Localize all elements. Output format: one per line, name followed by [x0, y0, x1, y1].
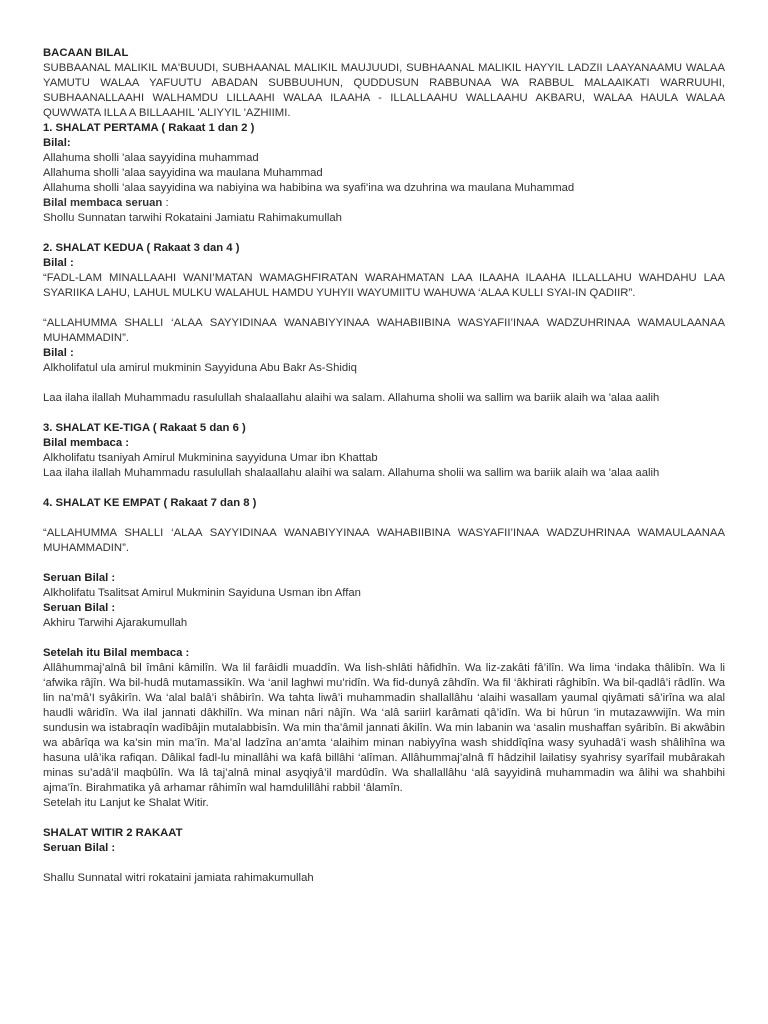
spacer — [43, 811, 725, 826]
spacer — [43, 301, 725, 316]
shalat-pertama-seruan-colon: : — [162, 197, 169, 209]
spacer — [43, 511, 725, 526]
shalat-pertama-line-3: Allahuma sholli 'alaa sayyidina wa nabiyina wa habibina wa syafi'ina wa dzuhrina wa maulana Muhammad — [43, 182, 575, 194]
shalat-kedua-heading: 2. SHALAT KEDUA ( Rakaat 3 dan 4 ) — [43, 242, 240, 254]
shalat-ketiga-para-2: Laa ilaha ilallah Muhammadu rasulullah shalaallahu alaihi wa salam. Allahuma sholii wa sallim wa bariik alaih wa 'alaa aalih — [43, 467, 660, 479]
shalat-ketiga-line-1: Alkholifatu tsaniyah Amirul Mukminina sayyiduna Umar ibn Khattab — [43, 452, 378, 464]
shalat-pertama-seruan-text: Shollu Sunnatan tarwihi Rokataini Jamiatu Rahimakumullah — [43, 212, 342, 224]
spacer — [43, 226, 725, 241]
shalat-pertama-seruan-row — [43, 196, 725, 211]
bacaan-bilal-text: SUBBAANAL MALIKIL MA'BUUDI, SUBHAANAL MALIKIL MAUJUUDI, SUBHAANAL MALIKIL HAYYIL LADZII LAAYANAAMU WALAA YAMUTU WALAA YAFUUTU ABADAN SUBBUUHUN, QUDDUSUN RABBUNAA WA RABBUL MALAAIKATI WARRUUHI, SUBHAANALLAAHI WALHAMDU LILLAAHI WALAA ILAAHA - ILLALLAAHU WALLAAHU AKBARU, WALAA HAULA WALAA QUWWATA ILLA A BILLAAHIL 'ALIYYIL 'AZHIIMI. — [43, 62, 725, 119]
shalat-keempat-line-2: Alkholifatu Tsalitsat Amirul Mukminin Sayiduna Usman ibn Affan — [43, 587, 361, 599]
shalat-keempat-seruan-label-1: Seruan Bilal : — [43, 572, 116, 584]
witir-line: Shallu Sunnatal witri rokataini jamiata rahimakumullah — [43, 872, 314, 884]
shalat-pertama-heading: 1. SHALAT PERTAMA ( Rakaat 1 dan 2 ) — [43, 122, 255, 134]
shalat-keempat-heading: 4. SHALAT KE EMPAT ( Rakaat 7 dan 8 ) — [43, 497, 257, 509]
spacer — [43, 481, 725, 496]
shalat-keempat-para-1: “ALLAHUMMA SHALLI ‘ALAA SAYYIDINAA WANABIYYINAA WAHABIIBINA WASYAFII’INAA WADZUHRINAA WAMAULAANAA MUHAMMADIN”. — [43, 527, 725, 554]
shalat-pertama-bilal-label: Bilal: — [43, 137, 71, 149]
shalat-kedua-line-3: Alkholifatul ula amirul mukminin Sayyiduna Abu Bakr As-Shidiq — [43, 362, 357, 374]
shalat-kedua-para-4: Laa ilaha ilallah Muhammadu rasulullah shalaallahu alaihi wa salam. Allahuma sholii wa sallim wa bariik alaih wa 'alaa aalih — [43, 392, 660, 404]
witir-heading: SHALAT WITIR 2 RAKAAT — [43, 827, 183, 839]
witir-seruan-label: Seruan Bilal : — [43, 842, 116, 854]
setelah-after: Setelah itu Lanjut ke Shalat Witir. — [43, 797, 209, 809]
shalat-pertama-seruan-label: Bilal membaca seruan — [43, 197, 163, 209]
shalat-pertama-line-1: Allahuma sholli 'alaa sayyidina muhammad — [43, 152, 259, 164]
shalat-ketiga-heading: 3. SHALAT KE-TIGA ( Rakaat 5 dan 6 ) — [43, 422, 246, 434]
spacer — [43, 631, 725, 646]
bacaan-bilal-heading: BACAAN BILAL — [43, 47, 129, 59]
shalat-kedua-para-1: “FADL-LAM MINALLAAHI WANI’MATAN WAMAGHFIRATAN WARAHMATAN LAA ILAAHA ILAAHA ILLALLAHU WAHDAHU LAA SYARIIKA LAHU, LAHUL MULKU WALAHUL HAMDU YUHYII WAYUMIITU WAHUWA ‘ALAA KULLI SYAI-IN QADIIR”. — [43, 272, 725, 299]
shalat-kedua-bilal-label-2: Bilal : — [43, 347, 74, 359]
shalat-pertama-line-2: Allahuma sholli 'alaa sayyidina wa maulana Muhammad — [43, 167, 323, 179]
spacer — [43, 556, 725, 571]
shalat-keempat-line-3: Akhiru Tarwihi Ajarakumullah — [43, 617, 188, 629]
spacer — [43, 856, 725, 871]
spacer — [43, 376, 725, 391]
setelah-para: Allâhummaj’alnâ bil îmâni kâmilîn. Wa lil farâidli muaddîn. Wa lish-shlâti hâfidhîn. Wa liz-zakâti fâ’ilîn. Wa lima ‘indaka thâlibîn. Wa li ‘afwika râjîn. Wa bil-hudâ mutamassikîn. Wa ‘anil laghwi mu’ridîn. Wa fid-dunyâ zâhdîn. Wa fil ‘âkhirati râghibîn. Wa bil-qadlâ’i râdlîn. Wa lin na’mâ’I syâkirîn. Wa ‘alal balâ’i shâbirîn. Wa tahta liwâ’i muhammadin shallallâhu ‘alaihi wasallam yaumal qiyâmati sâ’irîna wa alal haudli wâridîn. Wa ilal jannati dâkhilîn. Wa minan nâri nâjîn. Wa ‘alâ sariirl karâmati qâ’idîn. Wa bi hûrun 'in mutazawwijîn. Wa min sundusin wa istabraqîn wadîbâjin mutalabbisîn. Wa min tha’âmil jannati âkilîn. Wa min labanin wa ‘asalin mushaffan syâribîn. Bi akwâbin wa abârîqa wa ka’sin min ma’în. Ma’al ladzîna an’amta ‘alaihim minan nabiyyîna wash shiddîqîna wasy syuhadâ’i wash shâlihîna wa hasuna ulâ’ika rafiqan. Dâlikal fadl-lu minallâhi wa kafâ billâhi ‘alîman. Allâhummaj’alnâ fî hâdzihil lailatisy syahrisy syarîfail mubârakah minas su’adâ’il maqbûlîn. Wa lâ taj’alnâ minal asyqiyâ’il mardûdîn. Wa shallallâhu ‘alâ sayyidinâ muhammadin wa âlihi wa shahbihi ajma’în. Birahmatika yâ arhamar râhimîn wal hamdulillâhi rabbil ‘âlamîn. — [43, 662, 725, 794]
spacer — [43, 406, 725, 421]
shalat-kedua-para-2: “ALLAHUMMA SHALLI ‘ALAA SAYYIDINAA WANABIYYINAA WAHABIIBINA WASYAFII’INAA WADZUHRINAA WAMAULAANAA MUHAMMADIN”. — [43, 317, 725, 344]
setelah-heading: Setelah itu Bilal membaca : — [43, 647, 190, 659]
shalat-kedua-bilal-label-1: Bilal : — [43, 257, 74, 269]
shalat-ketiga-bilal-label: Bilal membaca : — [43, 437, 130, 449]
shalat-keempat-seruan-label-2: Seruan Bilal : — [43, 602, 116, 614]
document-page — [43, 46, 725, 886]
